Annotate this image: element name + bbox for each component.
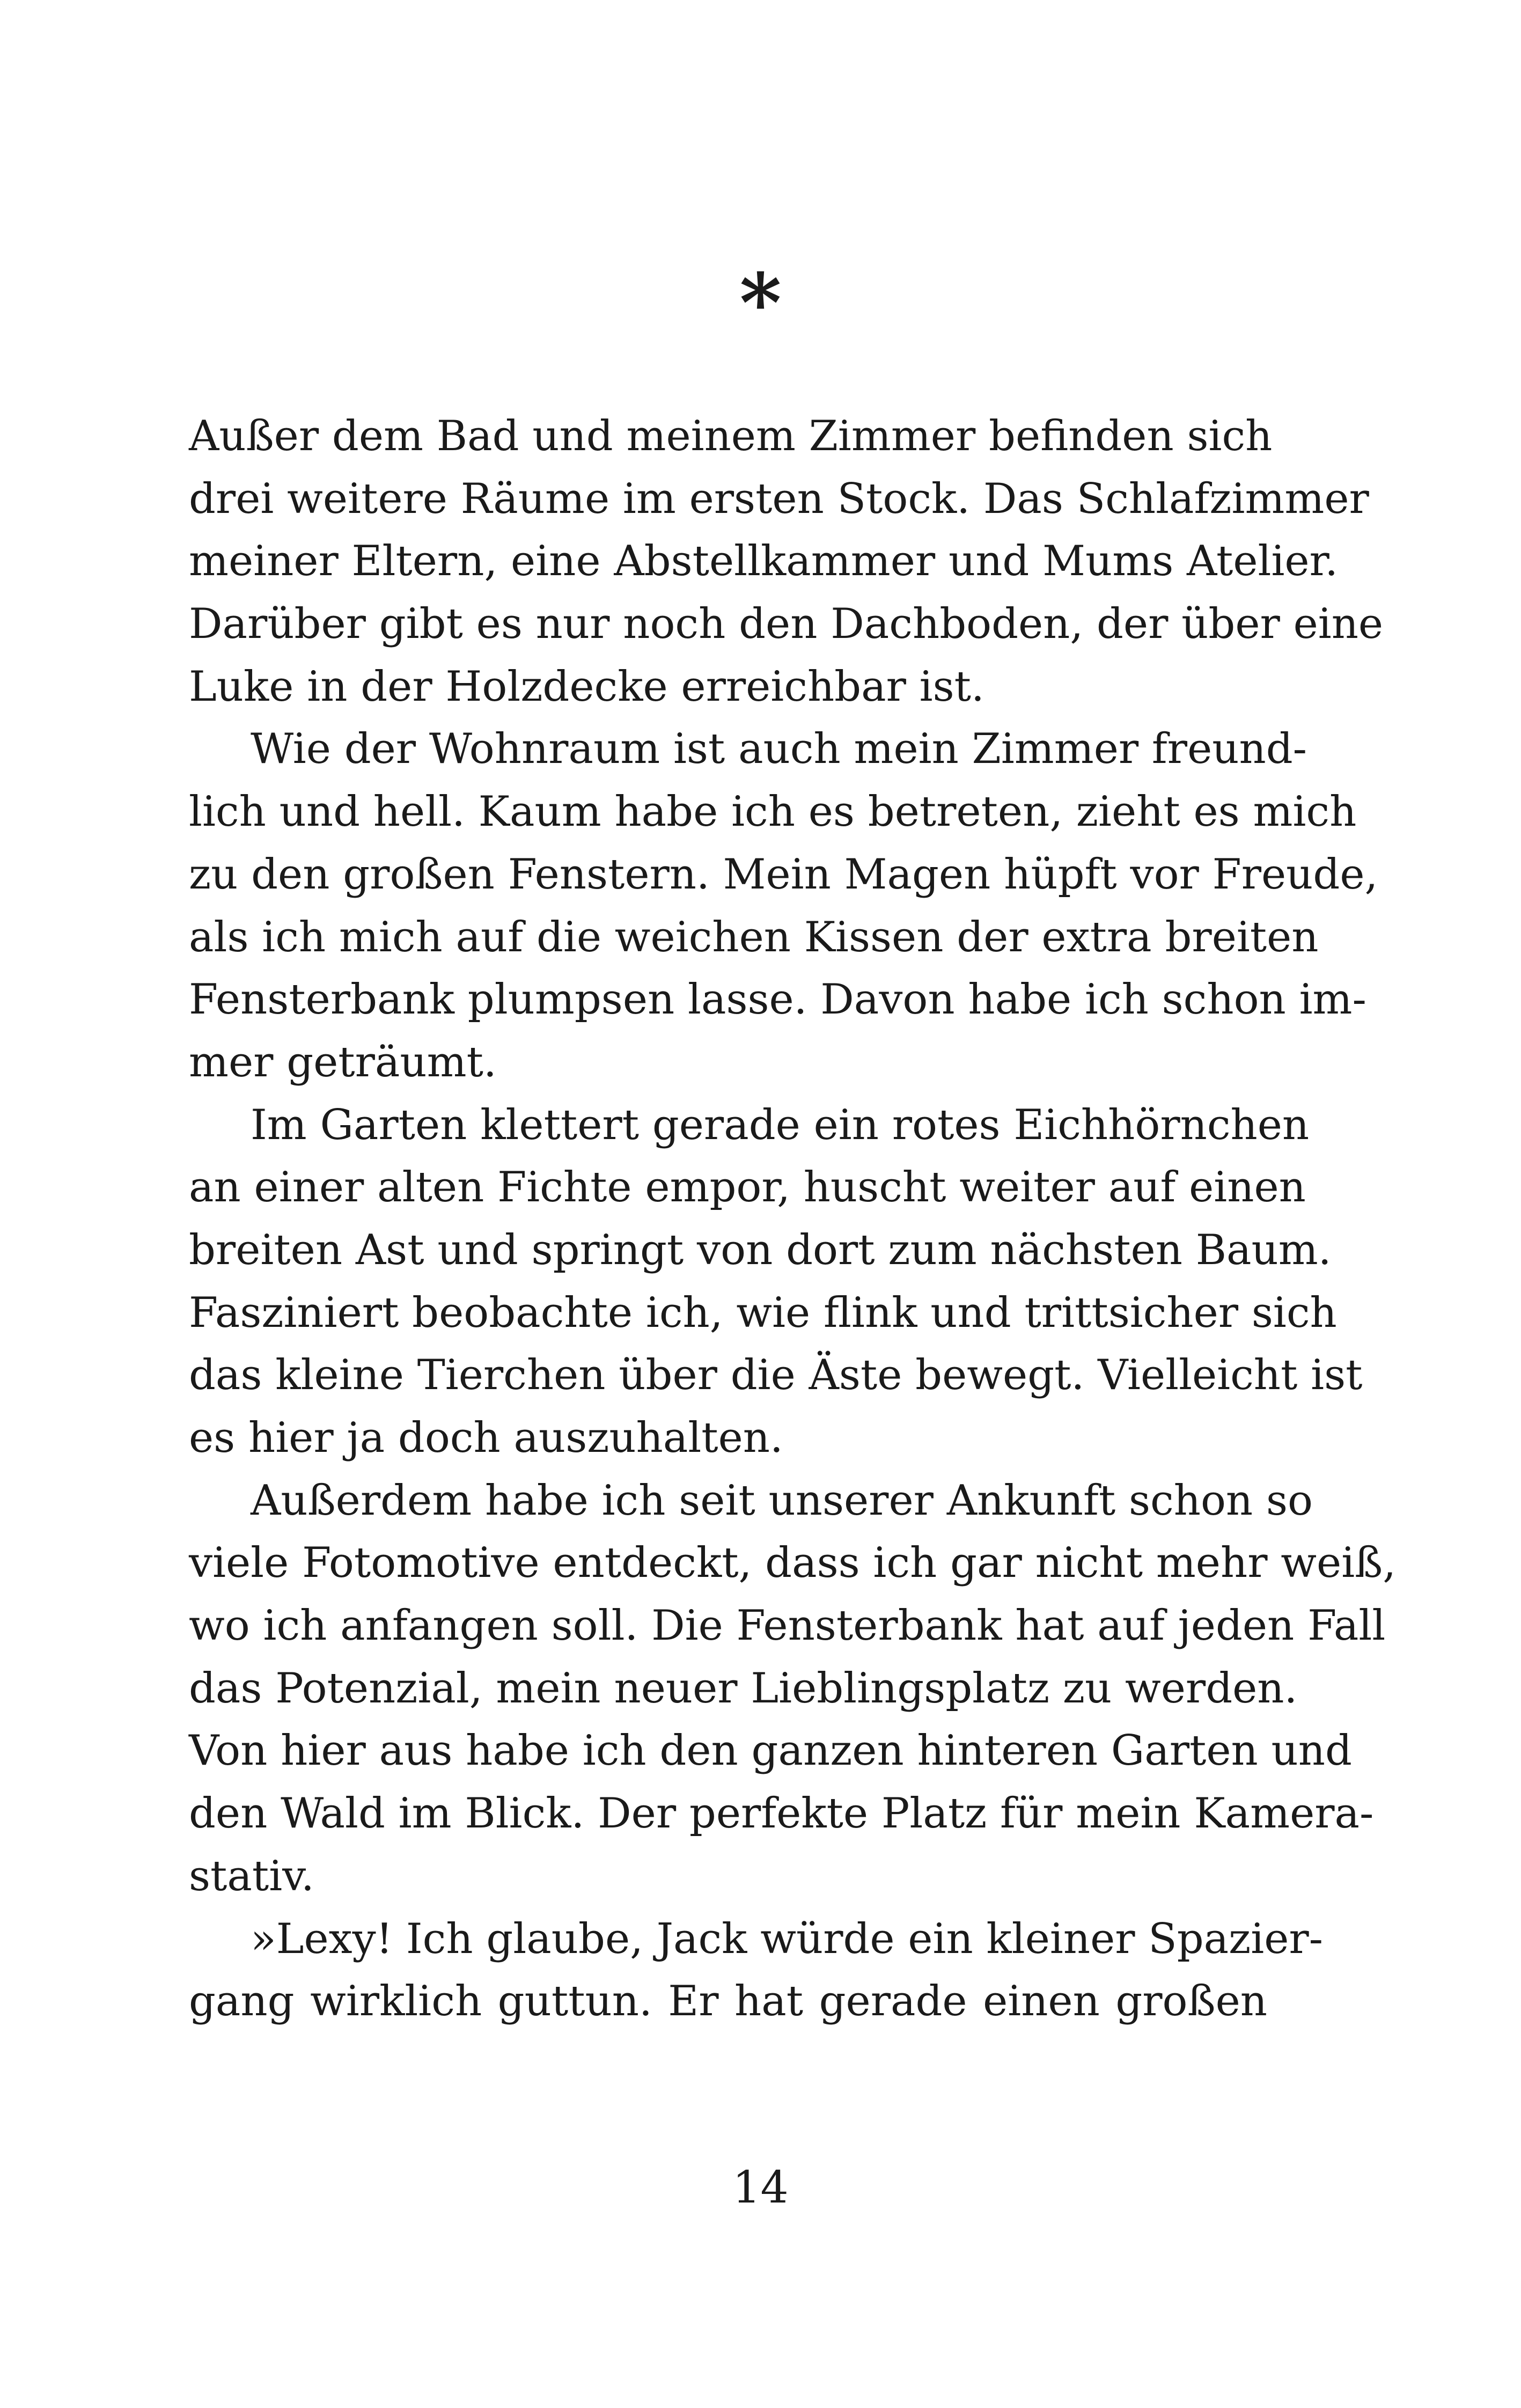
text-line: das Potenzial, mein neuer Lieblingsplatz zu werden. bbox=[189, 1664, 1298, 1713]
text-line: lich und hell. Kaum habe ich es betreten, zieht es mich bbox=[189, 788, 1357, 836]
text-line: Wie der Wohnraum ist auch mein Zimmer freund- bbox=[251, 725, 1307, 774]
text-line: mer geträumt. bbox=[189, 1038, 497, 1086]
text-line: meiner Eltern, eine Abstellkammer und Mums Atelier. bbox=[189, 537, 1339, 586]
text-line: viele Fotomotive entdeckt, dass ich gar nicht mehr weiß, bbox=[189, 1539, 1397, 1588]
text-line: Fensterbank plumpsen lasse. Davon habe ich schon im- bbox=[189, 975, 1366, 1024]
text-line: drei weitere Räume im ersten Stock. Das Schlafzimmer bbox=[189, 474, 1369, 523]
text-line: den Wald im Blick. Der perfekte Platz für mein Kamera- bbox=[189, 1789, 1374, 1838]
text-line: gang wirklich guttun. Er hat gerade einen großen bbox=[189, 1977, 1267, 2026]
text-line: Außerdem habe ich seit unserer Ankunft schon so bbox=[251, 1476, 1313, 1525]
text-line: zu den großen Fenstern. Mein Magen hüpft vor Freude, bbox=[189, 850, 1378, 899]
text-line: Von hier aus habe ich den ganzen hinteren Garten und bbox=[189, 1727, 1352, 1775]
page-number: 14 bbox=[732, 2162, 789, 2213]
text-line: als ich mich auf die weichen Kissen der extra breiten bbox=[189, 913, 1319, 961]
text-line: Fasziniert beobachte ich, wie flink und trittsicher sich bbox=[189, 1288, 1337, 1337]
text-line: Außer dem Bad und meinem Zimmer befinden sich bbox=[189, 412, 1273, 460]
text-line: breiten Ast und springt von dort zum nächsten Baum. bbox=[189, 1225, 1332, 1274]
text-line: »Lexy! Ich glaube, Jack würde ein kleiner Spazier- bbox=[251, 1914, 1324, 1963]
text-line: Darüber gibt es nur noch den Dachboden, der über eine bbox=[189, 600, 1384, 649]
section-separator: * bbox=[739, 256, 782, 350]
text-line: Luke in der Holzdecke erreichbar ist. bbox=[189, 662, 984, 711]
text-line: Im Garten klettert gerade ein rotes Eichhörnchen bbox=[251, 1100, 1310, 1149]
text-line: an einer alten Fichte empor, huscht weiter auf einen bbox=[189, 1163, 1306, 1212]
text-line: es hier ja doch auszuhalten. bbox=[189, 1414, 783, 1462]
text-line: wo ich anfangen soll. Die Fensterbank hat auf jeden Fall bbox=[189, 1602, 1386, 1650]
body-text bbox=[189, 405, 1397, 2033]
text-line: das kleine Tierchen über die Äste bewegt. Vielleicht ist bbox=[189, 1351, 1363, 1400]
text-line: stativ. bbox=[189, 1852, 314, 1900]
